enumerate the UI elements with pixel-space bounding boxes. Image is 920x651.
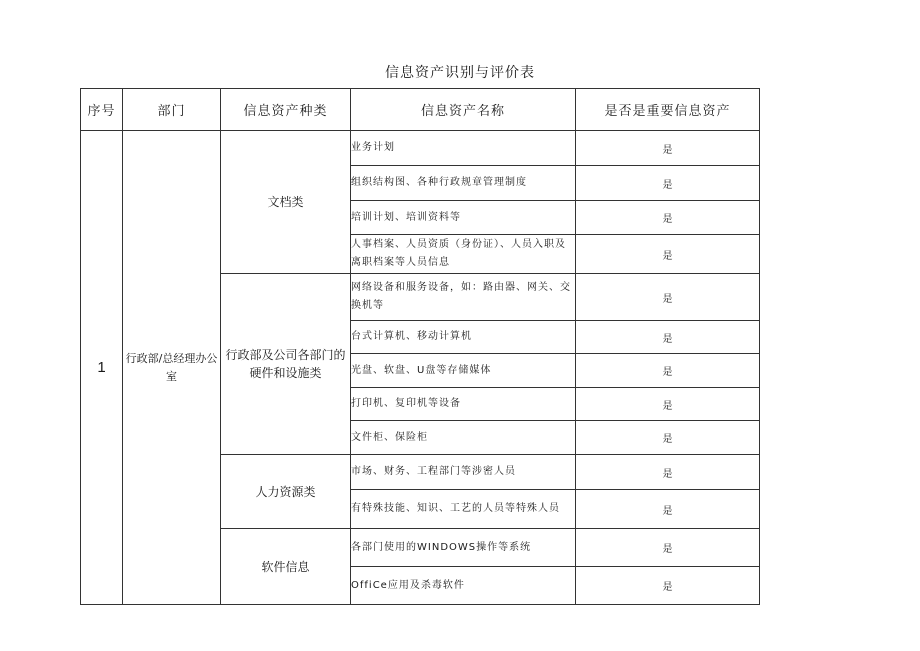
table-row (81, 131, 760, 166)
important-cell: 是 (576, 490, 760, 529)
asset-name-cell: 人事档案、人员资质（身份证）、人员入职及离职档案等人员信息 (351, 235, 576, 274)
important-cell: 是 (576, 354, 760, 388)
table-header-row (81, 89, 760, 131)
category-cell: 人力资源类 (221, 455, 351, 529)
header-index: 序号 (81, 89, 123, 131)
asset-table (80, 88, 760, 605)
important-cell: 是 (576, 388, 760, 421)
important-cell: 是 (576, 201, 760, 235)
category-cell: 行政部及公司各部门的硬件和设施类 (221, 274, 351, 455)
asset-name-cell: 各部门使用的WINDOWS操作等系统 (351, 529, 576, 567)
header-department: 部门 (123, 89, 221, 131)
asset-name-cell: 市场、财务、工程部门等涉密人员 (351, 455, 576, 490)
category-cell: 软件信息 (221, 529, 351, 605)
page-title: 信息资产识别与评价表 (385, 65, 535, 81)
important-cell: 是 (576, 321, 760, 354)
category-cell: 文档类 (221, 131, 351, 274)
important-cell: 是 (576, 274, 760, 321)
asset-name-cell: 培训计划、培训资料等 (351, 201, 576, 235)
asset-name-cell: 文件柜、保险柜 (351, 421, 576, 455)
important-cell: 是 (576, 529, 760, 567)
important-cell: 是 (576, 235, 760, 274)
group-index: 1 (81, 131, 123, 605)
asset-name-cell: 台式计算机、移动计算机 (351, 321, 576, 354)
important-cell: 是 (576, 567, 760, 605)
asset-name-cell: 有特殊技能、知识、工艺的人员等特殊人员 (351, 490, 576, 529)
asset-name-cell: 组织结构图、各种行政规章管理制度 (351, 166, 576, 201)
asset-name-cell: 光盘、软盘、U盘等存储媒体 (351, 354, 576, 388)
group-department: 行政部/总经理办公室 (123, 131, 221, 605)
important-cell: 是 (576, 166, 760, 201)
header-important: 是否是重要信息资产 (576, 89, 760, 131)
header-name: 信息资产名称 (351, 89, 576, 131)
asset-name-cell: OffiCe应用及杀毒软件 (351, 567, 576, 605)
important-cell: 是 (576, 455, 760, 490)
asset-name-cell: 业务计划 (351, 131, 576, 166)
asset-name-cell: 打印机、复印机等设备 (351, 388, 576, 421)
important-cell: 是 (576, 131, 760, 166)
asset-name-cell: 网络设备和服务设备，如：路由器、网关、交换机等 (351, 274, 576, 321)
header-category: 信息资产种类 (221, 89, 351, 131)
important-cell: 是 (576, 421, 760, 455)
